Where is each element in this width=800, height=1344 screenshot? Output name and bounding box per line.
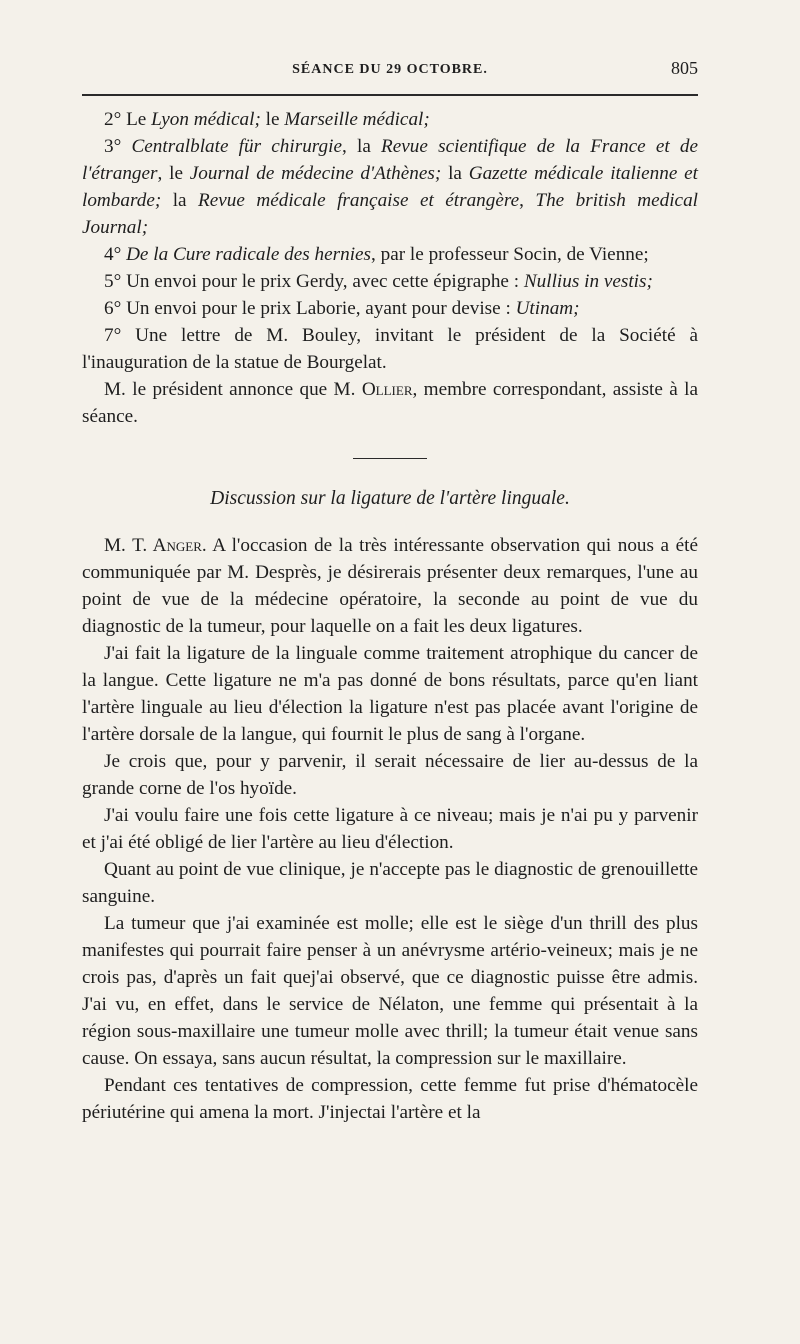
discussion-paragraph: J'ai fait la ligature de la linguale comme traitement atrophique du cancer de la langue. Cette ligature ne m'a pas donné de bons résultats, parce qu'en liant l'artère linguale au lieu d'élection la ligature n'est pas placée avant l'origine de l'artère dorsale de la langue, qui fournit le plus de sang à l'organe. <box>82 643 698 745</box>
discussion-paragraph: J'ai voulu faire une fois cette ligature à ce niveau; mais je n'ai pu y parvenir et j'ai été obligé de lier l'artère au lieu d'élection. <box>82 805 698 853</box>
discussion-paragraph: La tumeur que j'ai examinée est molle; elle est le siège d'un thrill des plus manifestes qui pourrait faire penser à un anévrysme artério-veineux; mais je ne crois pas, d'après un fait quej'ai observé, que ce diagnostic puisse être admis. J'ai vu, en effet, dans le service de Nélaton, une femme qui présentait à la région sous-maxillaire une tumeur molle avec thrill; la tumeur était venue sans cause. On essaya, sans aucun résultat, la compression sur le maxillaire. <box>82 913 698 1069</box>
running-head: SÉANCE DU 29 OCTOBRE. <box>292 62 488 77</box>
item-3-journals: 3° Centralblate für chirurgie, la Revue scientifique de la France et de l'étranger, le Journal de médecine d'Athènes; la Gazette médicale italienne et lombarde; la Revue médicale française et étrangère, The british medical Journal; <box>82 136 698 238</box>
page <box>82 56 698 1126</box>
item-2-journals: 2° Le Lyon médical; le Marseille médical; <box>104 109 430 130</box>
page-header <box>82 56 698 86</box>
body-text <box>82 106 698 1126</box>
speaker-name: M. T. Anger. <box>104 535 207 556</box>
discussion-opening: M. T. Anger. A l'occasion de la très intéressante observation qui nous a été communiquée par M. Desprès, je désirerais présenter deux remarques, l'une au point de vue de la médecine opératoire, la seconde au point de vue du diagnostic de la tumeur, pour laquelle on a fait les deux ligatures. <box>82 535 698 637</box>
item-7-lettre-bouley: 7° Une lettre de M. Bouley, invitant le président de la Société à l'inauguration de la statue de Bourgelat. <box>82 325 698 373</box>
section-title: Discussion sur la ligature de l'artère linguale. <box>210 488 570 509</box>
header-rule <box>82 94 698 96</box>
page-number: 805 <box>671 58 698 78</box>
announcement: M. le président annonce que M. Ollier, membre correspondant, assiste à la séance. <box>82 379 699 427</box>
item-6-prix-laborie: 6° Un envoi pour le prix Laborie, ayant pour devise : Utinam; <box>104 298 580 319</box>
discussion-paragraph: Je crois que, pour y parvenir, il serait nécessaire de lier au-dessus de la grande corne de l'os hyoïde. <box>82 751 698 799</box>
item-5-prix-gerdy: 5° Un envoi pour le prix Gerdy, avec cette épigraphe : Nullius in vestis; <box>104 271 653 292</box>
section-separator <box>353 458 427 459</box>
discussion-paragraph: Pendant ces tentatives de compression, cette femme fut prise d'hématocèle périutérine qui amena la mort. J'injectai l'artère et la <box>82 1075 698 1123</box>
discussion-paragraph: Quant au point de vue clinique, je n'accepte pas le diagnostic de grenouillette sanguine. <box>82 859 698 907</box>
item-4-hernies: 4° De la Cure radicale des hernies, par le professeur Socin, de Vienne; <box>104 244 649 265</box>
